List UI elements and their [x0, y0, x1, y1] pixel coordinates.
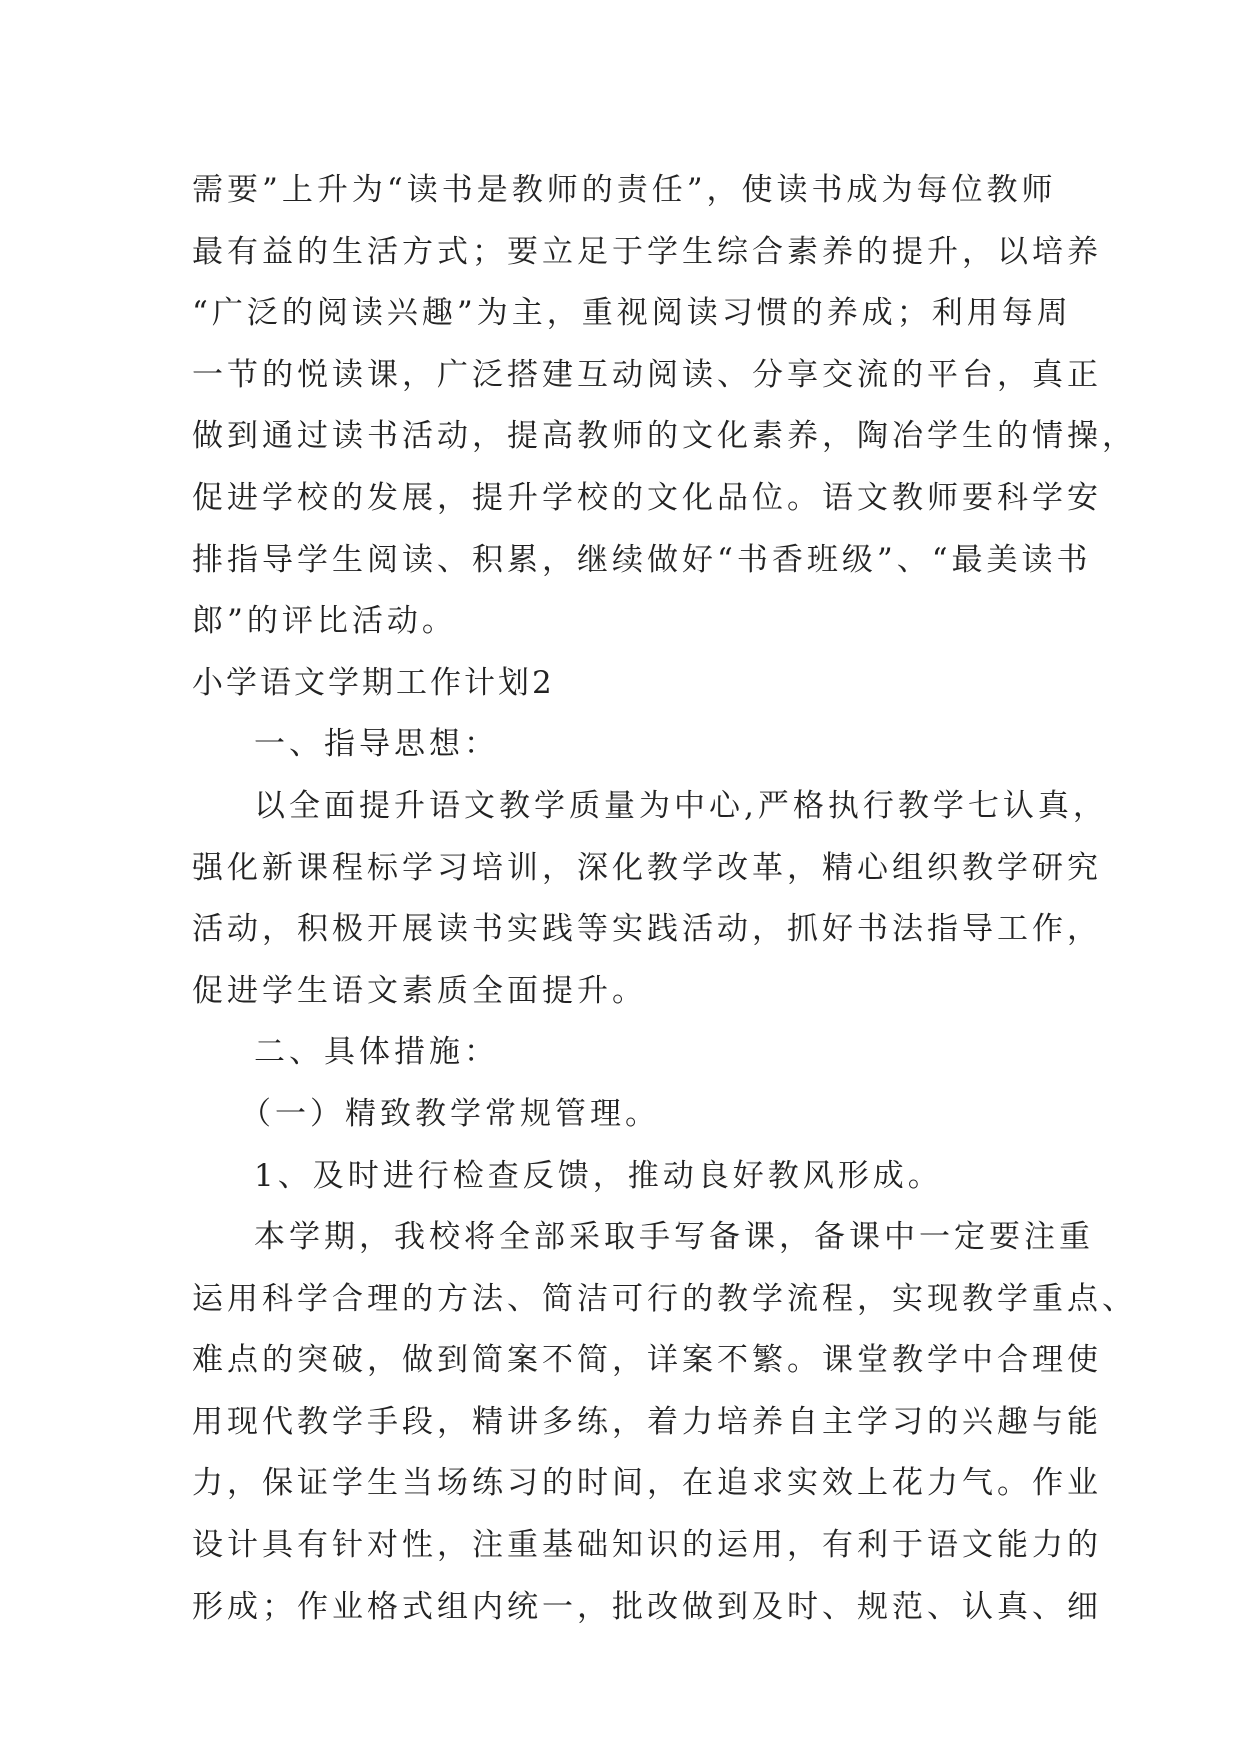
paragraph-line: 用现代教学手段，精讲多练，着力培养自主学习的兴趣与能: [192, 1403, 1102, 1440]
paragraph-line: 设计具有针对性，注重基础知识的运用，有利于语文能力的: [192, 1527, 1102, 1564]
paragraph-line: 活动，积极开展读书实践等实践活动，抓好书法指导工作，: [192, 911, 1102, 948]
paragraph-line: 做到通过读书活动，提高教师的文化素养，陶冶学生的情操，: [192, 418, 1137, 455]
paragraph-line: 需要”上升为“读书是教师的责任”，使读书成为每位教师: [192, 172, 1057, 208]
paragraph-line: 强化新课程标学习培训，深化教学改革，精心组织教学研究: [192, 849, 1102, 886]
paragraph-line: 难点的突破，做到简案不简，详案不繁。课堂教学中合理使: [192, 1342, 1102, 1379]
paragraph-line: 一节的悦读课，广泛搭建互动阅读、分享交流的平台，真正: [192, 356, 1102, 393]
heading-guiding-thought: 一、指导思想：: [254, 726, 499, 763]
section-title: 小学语文学期工作计划2: [192, 664, 555, 701]
paragraph-line: 本学期，我校将全部采取手写备课，备课中一定要注重: [254, 1219, 1094, 1256]
paragraph-line: “广泛的阅读兴趣”为主，重视阅读习惯的养成；利用每周: [192, 295, 1072, 332]
paragraph-line: 郎”的评比活动。: [192, 603, 457, 640]
paragraph-line: 以全面提升语文教学质量为中心,严格执行教学七认真，: [254, 787, 1108, 824]
subheading-routine-management: （一）精致教学常规管理。: [240, 1095, 660, 1132]
heading-measures: 二、具体措施：: [254, 1034, 499, 1071]
paragraph-line: 排指导学生阅读、积累，继续做好“书香班级”、“最美读书: [192, 541, 1092, 578]
paragraph-line: 运用科学合理的方法、简洁可行的教学流程，实现教学重点、: [192, 1280, 1137, 1317]
paragraph-line: 促进学生语文素质全面提升。: [192, 972, 647, 1009]
paragraph-line: 促进学校的发展，提升学校的文化品位。语文教师要科学安: [192, 479, 1102, 516]
paragraph-line: 形成；作业格式组内统一，批改做到及时、规范、认真、细: [192, 1588, 1102, 1625]
document-body: [192, 160, 1137, 1638]
paragraph-line: 最有益的生活方式；要立足于学生综合素养的提升，以培养: [192, 233, 1102, 270]
paragraph-line: 力，保证学生当场练习的时间，在追求实效上花力气。作业: [192, 1465, 1102, 1502]
list-item: 1、及时进行检查反馈，推动良好教风形成。: [254, 1157, 943, 1194]
